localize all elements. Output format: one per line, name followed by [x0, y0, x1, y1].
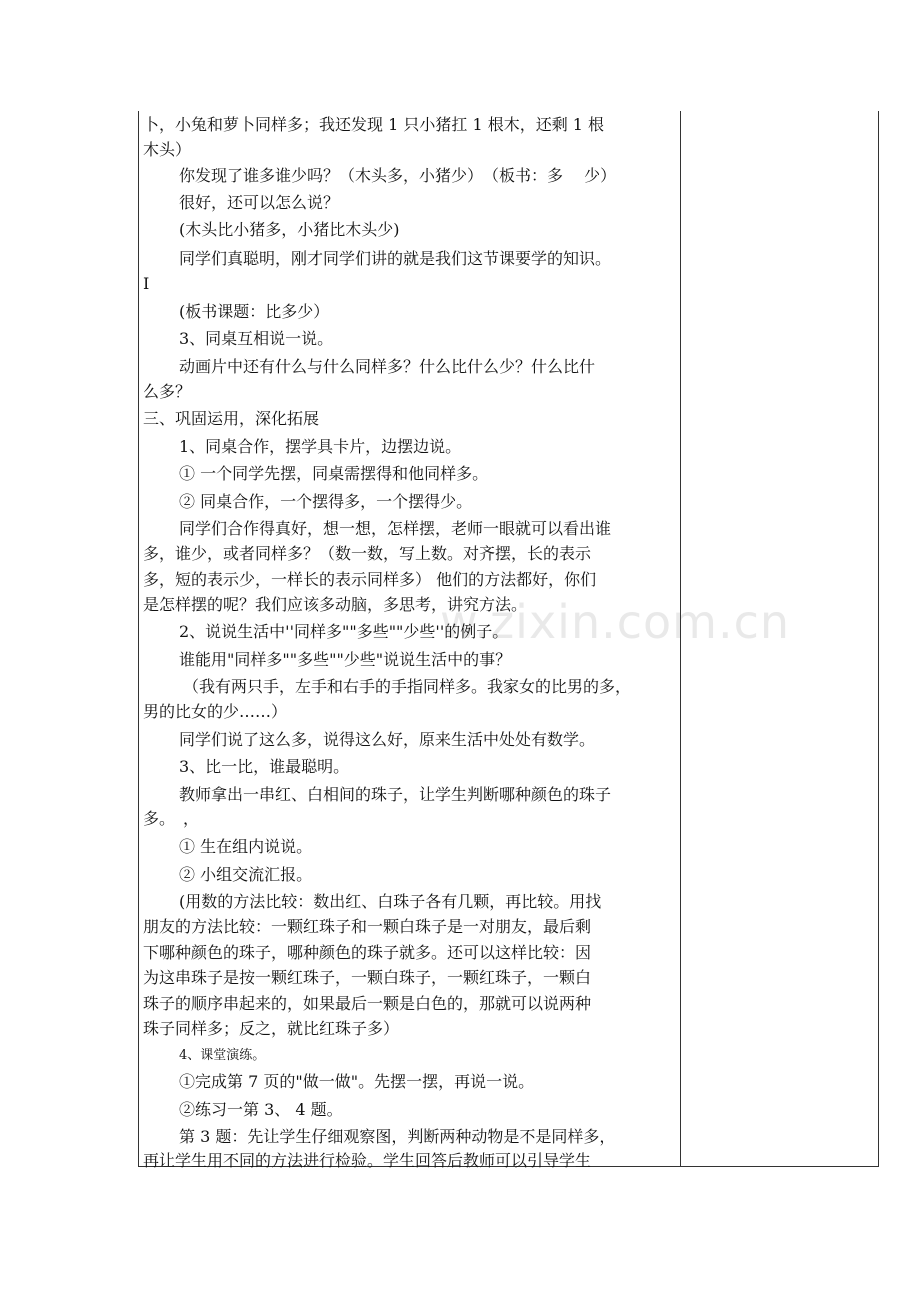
text-line: ②练习一第 3、 4 题。 — [179, 1100, 343, 1119]
text-line: 珠子同样多；反之，就比红珠子多） — [143, 1019, 400, 1038]
text-line: 珠子的顺序串起来的，如果最后一颗是白色的，那就可以说两种 — [143, 994, 592, 1013]
watermark-text: w.zixin.com.cn — [440, 595, 791, 649]
text-line: 3、比一比，谁最聪明。 — [179, 757, 350, 776]
text-line: 同学们说了这么多，说得这么好，原来生活中处处有数学。 — [179, 730, 596, 749]
text-line: 谁能用"同样多""多些""少些"说说生活中的事？ — [179, 650, 512, 669]
section-heading: 三、巩固运用，深化拓展 — [143, 409, 320, 428]
text-line: 2、说说生活中''同样多""多些""少些''的例子。 — [179, 622, 509, 641]
text-line: ① 一个同学先摆，同桌需摆得和他同样多。 — [179, 464, 489, 483]
text-line: 1、同桌合作，摆学具卡片，边摆边说。 — [179, 437, 462, 456]
lesson-table — [138, 111, 879, 1170]
text-line: (木头比小猪多，小猪比木头少) — [179, 220, 400, 239]
text-line: 么多？ — [143, 382, 192, 401]
text-line: 男的比女的少……） — [143, 702, 288, 721]
text-line: 3、同桌互相说一说。 — [179, 329, 334, 348]
text-line: ①完成第 7 页的"做一做"。先摆一摆，再说一说。 — [179, 1072, 535, 1091]
text-line: 多。 ， — [143, 809, 200, 828]
text-line: I — [143, 274, 150, 293]
text-line: 同学们真聪明，刚才同学们讲的就是我们这节课要学的知识。 — [179, 249, 612, 268]
text-line: 动画片中还有什么与什么同样多？什么比什么少？什么比什 — [179, 357, 596, 376]
text-line: 卜，小兔和萝卜同样多；我还发现 1 只小猪扛 1 根木，还剩 1 根 — [143, 115, 605, 134]
text-line: 教师拿出一串红、白相间的珠子，让学生判断哪种颜色的珠子 — [179, 785, 612, 804]
text-line: 木头） — [143, 140, 192, 159]
text-line: ② 小组交流汇报。 — [179, 865, 313, 884]
text-line: 为这串珠子是按一颗红珠子，一颗白珠子，一颗红珠子，一颗白 — [143, 968, 592, 987]
text-line: 多，谁少，或者同样多？（数一数，写上数。对齐摆，长的表示 — [143, 544, 592, 563]
text-line: （我有两只手，左手和右手的手指同样多。我家女的比男的多， — [183, 677, 632, 696]
text-line: 下哪种颜色的珠子，哪种颜色的珠子就多。还可以这样比较：因 — [143, 943, 592, 962]
text-line: ② 同桌合作，一个摆得多，一个摆得少。 — [179, 492, 473, 511]
text-line: (用数的方法比较：数出红、白珠子各有几颗，再比较。用找 — [179, 892, 602, 911]
text-line: 同学们合作得真好，想一想，怎样摆，老师一眼就可以看出谁 — [179, 519, 612, 538]
text-line: 第 3 题：先让学生仔细观察图，判断两种动物是不是同样多， — [179, 1127, 616, 1146]
text-line: 朋友的方法比较：一颗红珠子和一颗白珠子是一对朋友，最后剩 — [143, 917, 592, 936]
text-line: (板书课题：比多少） — [179, 302, 330, 321]
text-line: 你发现了谁多谁少吗？（木头多，小猪少） （板书：多 少） — [179, 166, 617, 185]
text-line: 很好，还可以怎么说？ — [179, 193, 340, 212]
text-line: 是怎样摆的呢？我们应该多动脑，多思考，讲究方法。 — [143, 595, 528, 614]
column-divider — [680, 111, 681, 1166]
text-line: 多，短的表示少，一样长的表示同样多） 他们的方法都好，你们 — [143, 570, 597, 589]
text-line: ① 生在组内说说。 — [179, 837, 313, 856]
text-line: 再让学生用不同的方法进行检验。学生回答后教师可以引导学生 — [143, 1151, 592, 1170]
text-line: 4、课堂演练。 — [179, 1048, 266, 1063]
